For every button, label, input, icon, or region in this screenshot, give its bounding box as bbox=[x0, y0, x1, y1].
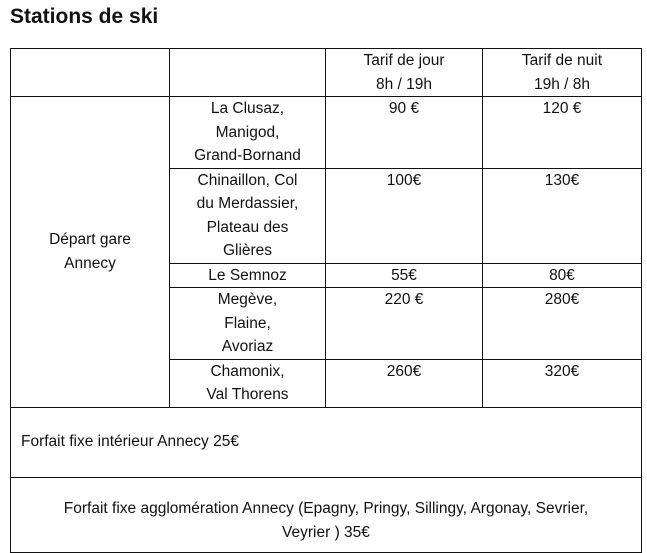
table-row bbox=[11, 97, 642, 169]
header-night-hours: 19h / 8h bbox=[533, 75, 591, 93]
stations-cell bbox=[170, 288, 326, 360]
page-title: Stations de ski bbox=[10, 5, 159, 28]
day-price: 90 € bbox=[326, 97, 483, 169]
empty-header-cell bbox=[170, 49, 326, 97]
station-line: Chinaillon, Col bbox=[197, 171, 298, 189]
night-price: 320€ bbox=[483, 359, 642, 407]
departure-line: Annecy bbox=[64, 254, 116, 272]
forfait-agglo-line: Veyrier ) 35€ bbox=[282, 523, 370, 541]
price-table bbox=[10, 48, 642, 553]
station-line: Chamonix, bbox=[210, 362, 285, 380]
station-line: La Clusaz, bbox=[210, 100, 285, 117]
forfait-interieur: Forfait fixe intérieur Annecy 25€ bbox=[11, 407, 642, 477]
forfait-agglo-row bbox=[11, 477, 642, 552]
day-price: 260€ bbox=[326, 359, 483, 407]
station-line: Grand-Bornand bbox=[194, 147, 301, 164]
stations-cell bbox=[170, 97, 326, 169]
night-price: 80€ bbox=[483, 263, 642, 288]
header-day-rate bbox=[326, 49, 483, 97]
header-night-rate bbox=[483, 49, 642, 97]
stations-cell bbox=[170, 263, 326, 288]
station-line: Glières bbox=[222, 242, 273, 259]
stations-cell bbox=[170, 359, 326, 407]
empty-header-cell bbox=[11, 49, 170, 97]
station-line: Le Semnoz bbox=[208, 266, 287, 284]
day-price: 100€ bbox=[326, 168, 483, 263]
stations-cell bbox=[170, 168, 326, 263]
forfait-agglo-line: Forfait fixe agglomération Annecy (Epagny, Pringy, Sillingy, Argonay, Sevrier, bbox=[63, 500, 589, 517]
station-line: Manigod, bbox=[215, 123, 280, 141]
day-price: 55€ bbox=[326, 263, 483, 288]
header-row bbox=[11, 49, 642, 97]
departure-line: Départ gare bbox=[49, 231, 131, 249]
night-price: 280€ bbox=[483, 288, 642, 360]
station-line: Val Thorens bbox=[206, 386, 289, 403]
day-price: 220 € bbox=[326, 288, 483, 360]
station-line: Avoriaz bbox=[221, 338, 274, 355]
station-line: Flaine, bbox=[224, 314, 271, 332]
forfait-agglo bbox=[11, 477, 642, 552]
header-night-label: Tarif de nuit bbox=[521, 52, 603, 69]
header-day-hours: 8h / 19h bbox=[375, 75, 433, 93]
night-price: 120 € bbox=[483, 97, 642, 169]
station-line: Plateau des bbox=[206, 218, 289, 236]
departure-cell bbox=[11, 97, 170, 408]
forfait-interieur-row bbox=[11, 407, 642, 477]
station-line: du Merdassier, bbox=[196, 195, 299, 212]
station-line: Megève, bbox=[217, 291, 278, 308]
header-day-label: Tarif de jour bbox=[363, 52, 445, 69]
night-price: 130€ bbox=[483, 168, 642, 263]
